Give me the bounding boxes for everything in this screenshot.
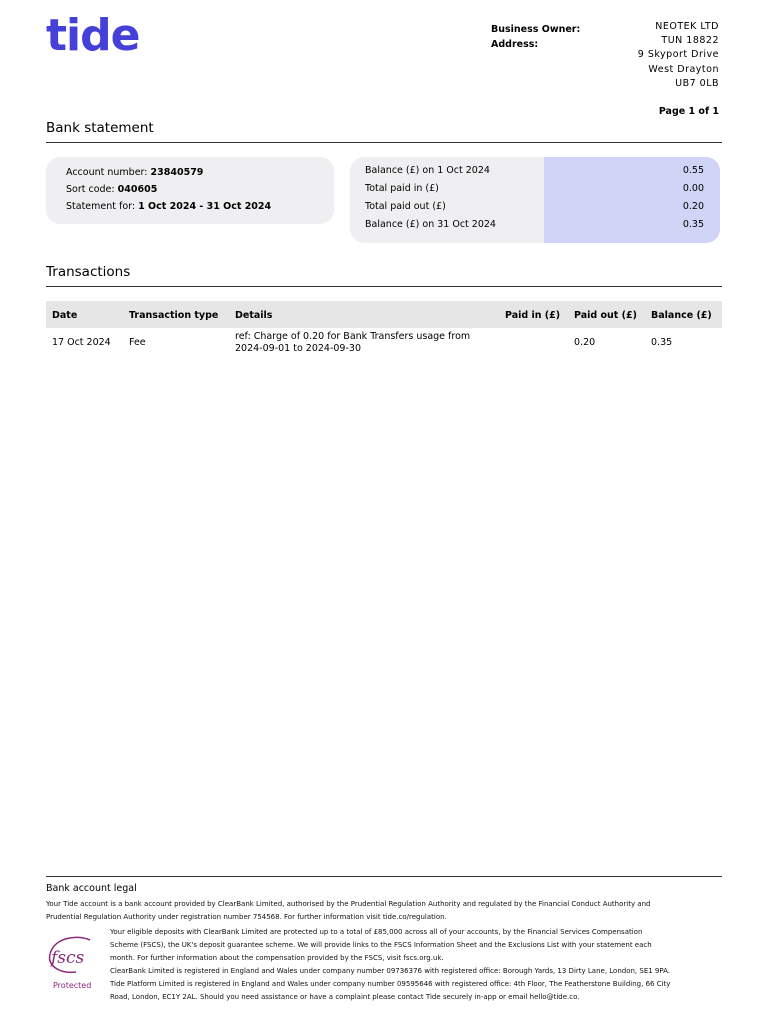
column-header-date: Date <box>52 310 78 321</box>
address-line: UB7 0LB <box>675 77 719 89</box>
cell-paid-out: 0.20 <box>574 337 596 348</box>
balance-label: Balance (£) on 31 Oct 2024 <box>365 219 496 230</box>
column-header-type: Transaction type <box>129 310 219 321</box>
balance-value: 0.20 <box>682 201 704 212</box>
fscs-logo-icon <box>46 934 98 992</box>
legal-paragraph-regulation <box>46 898 650 924</box>
legal-line: Tide Platform Limited is registered in England and Wales under company number 09595646 with registered office: 4th Floor, The Featherstone Building, 66 City <box>110 980 671 988</box>
balance-label: Total paid in (£) <box>365 183 439 194</box>
address-line: TUN 18822 <box>661 35 719 47</box>
balance-label: Balance (£) on 1 Oct 2024 <box>365 165 490 176</box>
column-header-paid-out: Paid out (£) <box>574 310 637 321</box>
legal-line: month. For further information about the compensation provided by the FSCS, visit fscs.org.uk. <box>110 954 444 962</box>
balance-value: 0.35 <box>682 219 704 230</box>
cell-details-line2: 2024-09-01 to 2024-09-30 <box>235 343 361 354</box>
legal-line: ClearBank Limited is registered in England and Wales under company number 09736376 with registered office: Borough Yards, 13 Dirty Lane, London, SE1 9PA. <box>110 967 671 975</box>
column-header-balance: Balance (£) <box>651 310 712 321</box>
owner-address-block <box>638 20 719 91</box>
statement-title: Bank statement <box>46 120 154 136</box>
statement-for-label: Statement for: <box>66 201 136 212</box>
divider <box>46 286 722 287</box>
legal-line: Prudential Regulation Authority under registration number 754568. For further information visit tide.co/regulation. <box>46 913 447 921</box>
business-owner-label: Business Owner: <box>491 24 581 35</box>
divider <box>46 876 722 877</box>
legal-title: Bank account legal <box>46 883 137 894</box>
cell-details-line1: ref: Charge of 0.20 for Bank Transfers usage from <box>235 331 471 342</box>
transactions-table-header <box>46 301 722 328</box>
cell-balance: 0.35 <box>651 337 673 348</box>
statement-period-row <box>66 201 271 212</box>
sort-code-row <box>66 184 157 195</box>
balance-summary-card <box>350 157 720 243</box>
balance-row <box>350 217 720 235</box>
address-line: West Drayton <box>648 63 719 75</box>
owner-name: NEOTEK LTD <box>655 21 719 32</box>
account-number-row <box>66 167 203 178</box>
transactions-title: Transactions <box>46 264 131 280</box>
statement-period: 1 Oct 2024 - 31 Oct 2024 <box>138 201 272 212</box>
address-line: 9 Skyport Drive <box>637 49 719 61</box>
fscs-protected-text: Protected <box>53 981 92 990</box>
cell-type: Fee <box>129 337 146 348</box>
column-header-paid-in: Paid in (£) <box>505 310 561 321</box>
balance-row <box>350 181 720 199</box>
fscs-logo-text: fscs <box>51 948 85 968</box>
tide-logo: tide <box>46 10 140 61</box>
page-number: Page 1 of 1 <box>658 106 719 117</box>
legal-paragraph-fscs <box>110 926 670 1004</box>
balance-row <box>350 163 720 181</box>
legal-line: Your Tide account is a bank account provided by ClearBank Limited, authorised by the Prudential Regulation Authority and regulated by the Financial Conduct Authority and <box>46 900 651 908</box>
cell-date: 17 Oct 2024 <box>52 337 111 348</box>
account-number: 23840579 <box>150 167 204 178</box>
sort-code: 040605 <box>117 184 158 195</box>
address-label: Address: <box>491 39 539 50</box>
account-number-label: Account number: <box>66 167 148 178</box>
legal-line: Road, London, EC1Y 2AL. Should you need assistance or have a complaint please contact Tide securely in-app or email hello@tide.co. <box>110 993 580 1001</box>
account-details-card <box>46 157 334 224</box>
balance-row <box>350 199 720 217</box>
fscs-logo <box>46 934 98 992</box>
balance-label: Total paid out (£) <box>365 201 446 212</box>
balance-value: 0.00 <box>682 183 704 194</box>
divider <box>46 142 722 143</box>
owner-labels <box>491 22 580 52</box>
balance-value: 0.55 <box>682 165 704 176</box>
sort-code-label: Sort code: <box>66 184 115 195</box>
table-row <box>46 330 722 360</box>
column-header-details: Details <box>235 310 273 321</box>
legal-line: Your eligible deposits with ClearBank Limited are protected up to a total of £85,000 across all of your accounts, by the Financial Services Compensation <box>110 928 643 936</box>
legal-line: Scheme (FSCS), the UK's deposit guarantee scheme. We will provide links to the FSCS Information Sheet and the Exclusions List with your statement each <box>110 941 652 949</box>
